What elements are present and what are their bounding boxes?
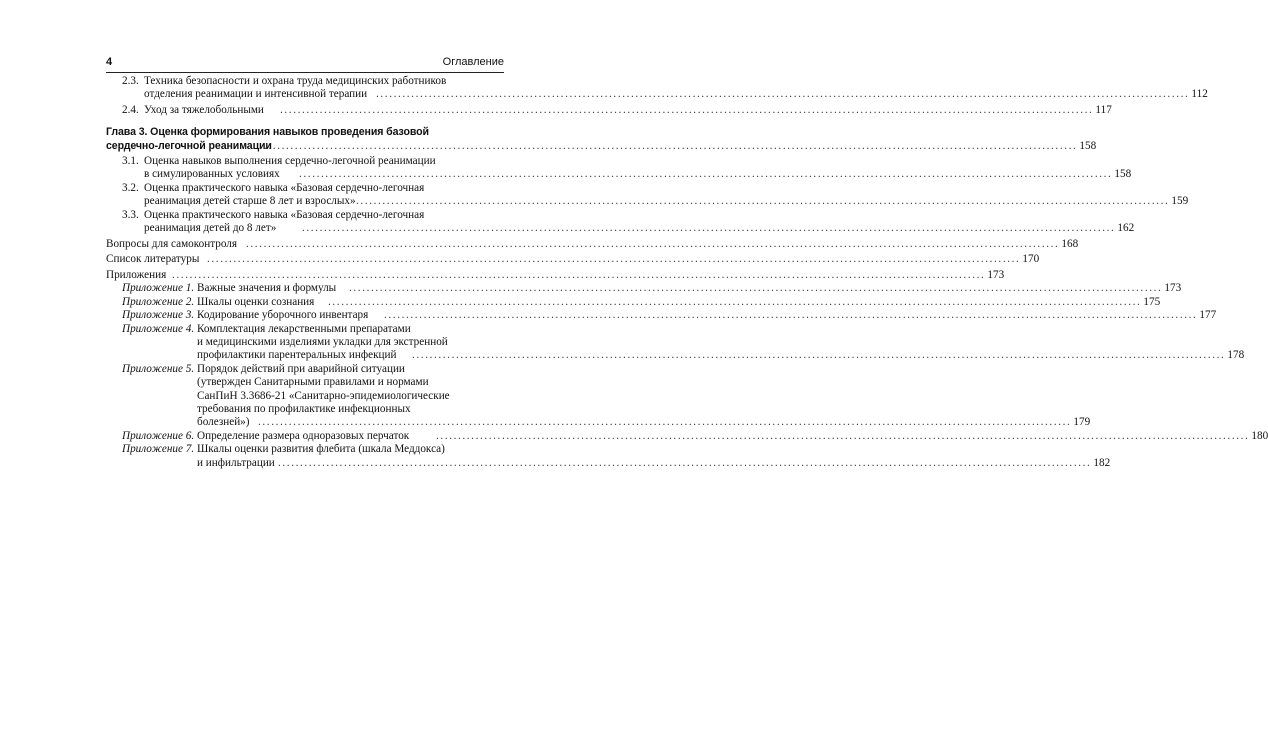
toc-entry-appendices[interactable] bbox=[106, 269, 1005, 282]
toc-appendix-4-cont[interactable] bbox=[106, 349, 1245, 362]
page-ref: 158 bbox=[1114, 168, 1132, 181]
page-header bbox=[106, 56, 504, 72]
leader bbox=[384, 309, 1217, 322]
leader bbox=[328, 295, 1161, 309]
page-ref: 175 bbox=[1143, 295, 1161, 308]
entry-number: 2.4. bbox=[122, 104, 139, 116]
toc-entry-3-3-cont[interactable] bbox=[106, 222, 1135, 235]
entry-title-line: отделения реанимации и интенсивной терапии bbox=[144, 88, 368, 101]
entry-title-line: Уход за тяжелобольными bbox=[144, 104, 264, 116]
page-ref: 179 bbox=[1073, 416, 1091, 429]
toc-entry-questions[interactable] bbox=[106, 238, 1079, 251]
toc-chapter-3[interactable] bbox=[106, 126, 504, 139]
page-ref: 112 bbox=[1191, 88, 1208, 101]
leader bbox=[172, 269, 1005, 282]
entry-title-line: Список литературы bbox=[106, 253, 200, 265]
entry-title-line: Шкалы оценки развития флебита (шкала Меддокса) bbox=[197, 443, 445, 456]
toc-appendix-4[interactable] bbox=[106, 323, 504, 336]
leader-dots: ......................................................................................................................................................................................... bbox=[356, 195, 1170, 208]
entry-title-line: болезней») bbox=[197, 416, 250, 429]
entry-title-line: Вопросы для самоконтроля bbox=[106, 238, 237, 250]
page-ref: 162 bbox=[1117, 222, 1135, 234]
leader-dots: ......................................................................................................................................................................................... bbox=[349, 282, 1163, 295]
leader-dots: ......................................................................................................................................................................................... bbox=[384, 309, 1198, 322]
chapter-title-line: сердечно-легочной реанимации bbox=[106, 140, 272, 152]
leader bbox=[246, 238, 1079, 251]
entry-title-line: Шкалы оценки сознания bbox=[197, 295, 315, 308]
toc-entry-3-3[interactable] bbox=[106, 209, 504, 222]
leader bbox=[278, 456, 1111, 470]
appendix-label: Приложение 3. bbox=[122, 309, 195, 322]
toc-appendix-7[interactable] bbox=[106, 443, 504, 456]
appendix-label: Приложение 2. bbox=[122, 295, 195, 308]
entry-title-line: Определение размера одноразовых перчаток bbox=[197, 429, 410, 442]
entry-title-line: Техника безопасности и охрана труда медицинских работников bbox=[144, 75, 447, 87]
leader-dots: ......................................................................................................................................................................................... bbox=[246, 238, 1060, 250]
toc-entry-references[interactable] bbox=[106, 253, 1040, 266]
entry-number: 2.3. bbox=[122, 75, 139, 87]
entry-title-line: профилактики парентеральных инфекций bbox=[197, 349, 397, 362]
toc-appendix-6[interactable] bbox=[106, 429, 1268, 443]
toc-entry-3-1[interactable] bbox=[106, 155, 504, 168]
toc-appendix-5-cont[interactable] bbox=[106, 390, 504, 403]
leader-dots: ......................................................................................................................................................................................... bbox=[436, 429, 1250, 442]
page-ref: 170 bbox=[1022, 253, 1040, 265]
entry-title-line: СанПиН 3.3686-21 «Санитарно-эпидемиологические bbox=[197, 389, 450, 402]
leader-dots: ......................................................................................................................................................................................... bbox=[172, 269, 986, 281]
toc-appendix-2[interactable] bbox=[106, 295, 1161, 309]
leader-dots: ......................................................................................................................................................................................... bbox=[328, 295, 1142, 308]
page-ref: 159 bbox=[1171, 195, 1189, 208]
page-ref: 173 bbox=[1164, 282, 1182, 295]
page-ref: 158 bbox=[1079, 140, 1097, 152]
toc-appendix-5-cont[interactable] bbox=[106, 403, 504, 416]
toc-appendix-5[interactable] bbox=[106, 363, 504, 376]
leader-dots: ......................................................................................................................................................................................... bbox=[299, 168, 1113, 181]
leader bbox=[356, 195, 1189, 208]
leader-dots: ......................................................................................................................................................................................... bbox=[207, 253, 1021, 265]
leader-dots: ......................................................................................................................................................................................... bbox=[412, 349, 1226, 362]
entry-title-line: реанимация детей старше 8 лет и взрослых» bbox=[144, 195, 356, 208]
entry-title-line: и инфильтрации bbox=[197, 456, 275, 469]
entry-title-line: требования по профилактике инфекционных bbox=[197, 403, 411, 415]
leader bbox=[376, 88, 1208, 101]
entry-title-line: Важные значения и формулы bbox=[197, 282, 337, 295]
entry-title-line: Комплектация лекарственными препаратами bbox=[197, 322, 411, 335]
entry-title-line: (утвержден Санитарными правилами и нормами bbox=[197, 376, 429, 389]
entry-number: 3.2. bbox=[122, 181, 139, 194]
leader bbox=[299, 168, 1132, 181]
entry-number: 3.1. bbox=[122, 155, 139, 167]
entry-title-line: и медицинскими изделиями укладки для экстренной bbox=[197, 336, 448, 348]
entry-title-line: Приложения bbox=[106, 269, 167, 281]
entry-number: 3.3. bbox=[122, 208, 139, 221]
leader bbox=[436, 429, 1268, 443]
page-ref: 177 bbox=[1199, 309, 1217, 322]
entry-title-line: в симулированных условиях bbox=[144, 168, 280, 181]
entry-title-line: реанимация детей до 8 лет» bbox=[144, 222, 277, 234]
leader bbox=[258, 416, 1091, 429]
toc-chapter-3-cont[interactable] bbox=[106, 140, 1097, 153]
toc-entry-2-4[interactable] bbox=[106, 104, 1112, 117]
page-number: 4 bbox=[106, 56, 113, 68]
toc-entry-3-2[interactable] bbox=[106, 182, 504, 195]
toc-appendix-3[interactable] bbox=[106, 309, 1217, 322]
page-ref: 182 bbox=[1093, 456, 1111, 469]
entry-title-line: Порядок действий при аварийной ситуации bbox=[197, 362, 405, 375]
toc-appendix-1[interactable] bbox=[106, 282, 1182, 295]
toc-appendix-5-cont[interactable] bbox=[106, 416, 1091, 429]
page-ref: 180 bbox=[1251, 429, 1268, 442]
toc-entry-3-2-cont[interactable] bbox=[106, 195, 1189, 208]
appendix-label: Приложение 5. bbox=[122, 362, 195, 375]
page-ref: 168 bbox=[1061, 238, 1079, 250]
leader-dots: ......................................................................................................................................................................................... bbox=[280, 104, 1094, 116]
appendix-label: Приложение 1. bbox=[122, 282, 195, 295]
leader-dots: ......................................................................................................................................................................................... bbox=[278, 456, 1092, 469]
leader bbox=[302, 222, 1135, 235]
toc-appendix-5-cont[interactable] bbox=[106, 376, 504, 389]
leader bbox=[412, 349, 1245, 362]
leader-dots: ......................................................................................................................................................................................... bbox=[258, 416, 1072, 429]
header-rule bbox=[106, 72, 504, 73]
appendix-label: Приложение 7. bbox=[122, 443, 195, 456]
toc-appendix-4-cont[interactable] bbox=[106, 336, 504, 349]
page-ref: 178 bbox=[1227, 349, 1245, 362]
entry-title-line: Оценка навыков выполнения сердечно-легочной реанимации bbox=[144, 155, 436, 167]
page-ref: 117 bbox=[1095, 104, 1112, 116]
appendix-label: Приложение 4. bbox=[122, 322, 195, 335]
leader bbox=[207, 253, 1040, 266]
leader-dots: ......................................................................................................................................................................................... bbox=[376, 88, 1190, 101]
leader bbox=[280, 104, 1112, 117]
toc-entry-2-3-cont[interactable] bbox=[106, 88, 1208, 101]
toc-appendix-7-cont[interactable] bbox=[106, 456, 1111, 470]
leader bbox=[349, 282, 1182, 295]
leader-dots: ......................................................................................................................................................................................... bbox=[264, 140, 1078, 152]
toc-entry-3-1-cont[interactable] bbox=[106, 168, 1132, 181]
entry-title-line: Оценка практического навыка «Базовая сердечно-легочная bbox=[144, 208, 425, 221]
toc-entry-2-3[interactable] bbox=[106, 75, 504, 88]
leader-dots: ......................................................................................................................................................................................... bbox=[302, 222, 1116, 234]
appendix-label: Приложение 6. bbox=[122, 429, 195, 442]
running-title: Оглавление bbox=[442, 56, 504, 68]
chapter-title-line: Глава 3. Оценка формирования навыков проведения базовой bbox=[106, 126, 429, 138]
leader bbox=[264, 140, 1097, 153]
entry-title-line: Кодирование уборочного инвентаря bbox=[197, 309, 369, 322]
entry-title-line: Оценка практического навыка «Базовая сердечно-легочная bbox=[144, 181, 425, 194]
page-ref: 173 bbox=[987, 269, 1005, 281]
